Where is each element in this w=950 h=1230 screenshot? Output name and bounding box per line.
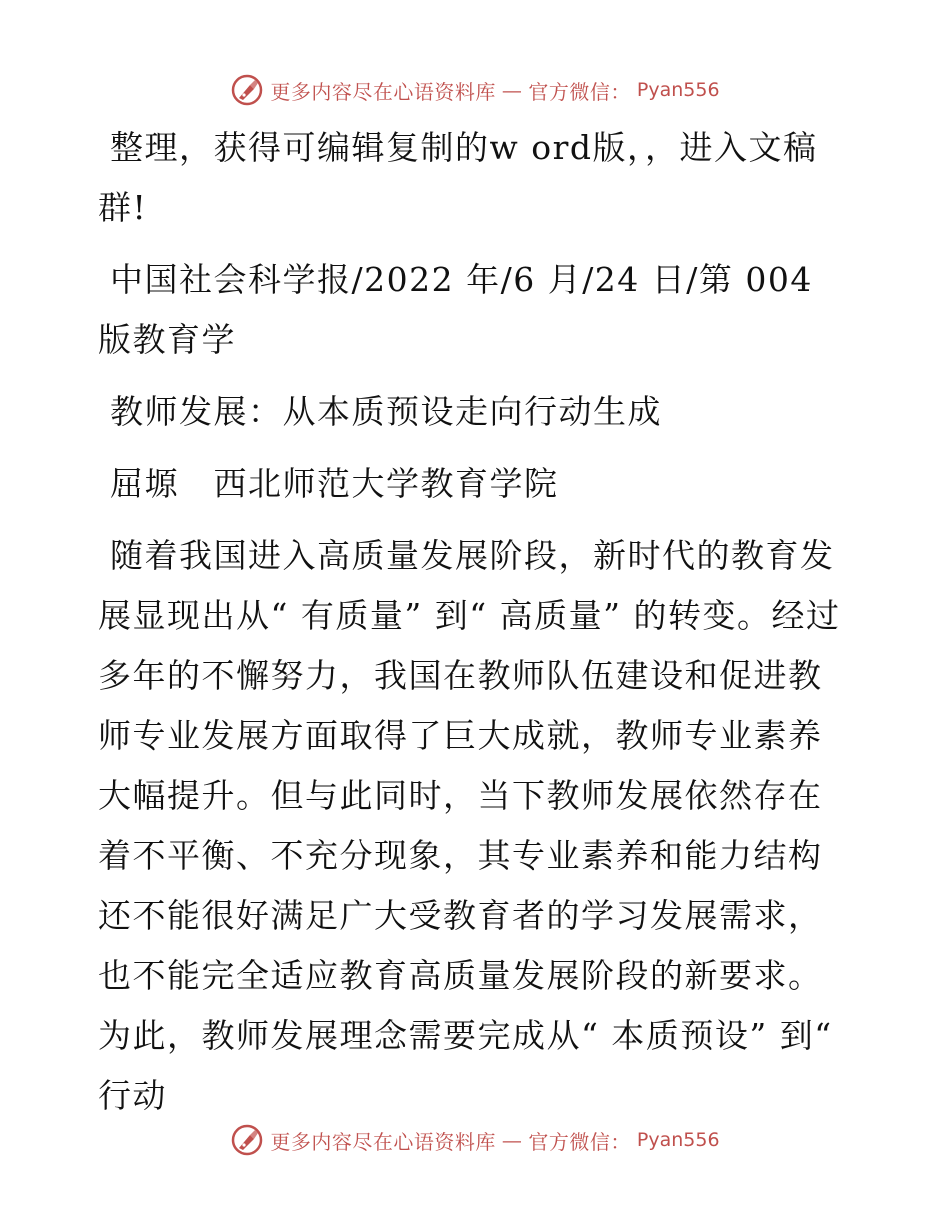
banner-wechat-label: 官方微信：: [528, 79, 631, 104]
pen-nib-logo-icon: [230, 73, 264, 107]
intro-paragraph: 整理，获得可编辑复制的w ord版，，进入文稿群!: [98, 128, 818, 227]
banner-dash: —: [501, 78, 523, 102]
article-title: 教师发展：从本质预设走向行动生成: [110, 392, 662, 431]
body-paragraph: 随着我国进入高质量发展阶段，新时代的教育发展显现出从“ 有质量” 到“ 高质量” 的转变。经过多年的不懈努力，我国在教师队伍建设和促进教师专业发展方面取得了巨大成就，教师专业素养大幅提升。但与此同时，当下教师发展依然存在着不平衡、不充分现象，其专业素养和能力结构还不能很好满足广大受教育者的学习发展需求，也不能完全适应教育高质量发展阶段的新要求。为此，教师发展理念需要完成从“ 本质预设” 到“ 行动: [98, 536, 841, 1115]
header-banner: [0, 70, 950, 110]
source-paragraph: 中国社会科学报/2022 年/6 月/24 日/第 004 版教育学: [98, 260, 813, 359]
banner-site-name: 更多内容尽在心语资料库: [270, 79, 496, 104]
banner-wechat-id: Pyan556: [636, 79, 720, 101]
banner-dash: —: [501, 1128, 523, 1152]
document-content: [98, 118, 854, 1126]
banner-site-name: 更多内容尽在心语资料库: [270, 1129, 496, 1154]
banner-wechat-label: 官方微信：: [528, 1129, 631, 1154]
pen-nib-logo-icon: [230, 1123, 264, 1157]
banner-wechat-id: Pyan556: [636, 1129, 720, 1151]
author-byline: 屈塬 西北师范大学教育学院: [110, 464, 559, 503]
footer-banner: [0, 1120, 950, 1160]
